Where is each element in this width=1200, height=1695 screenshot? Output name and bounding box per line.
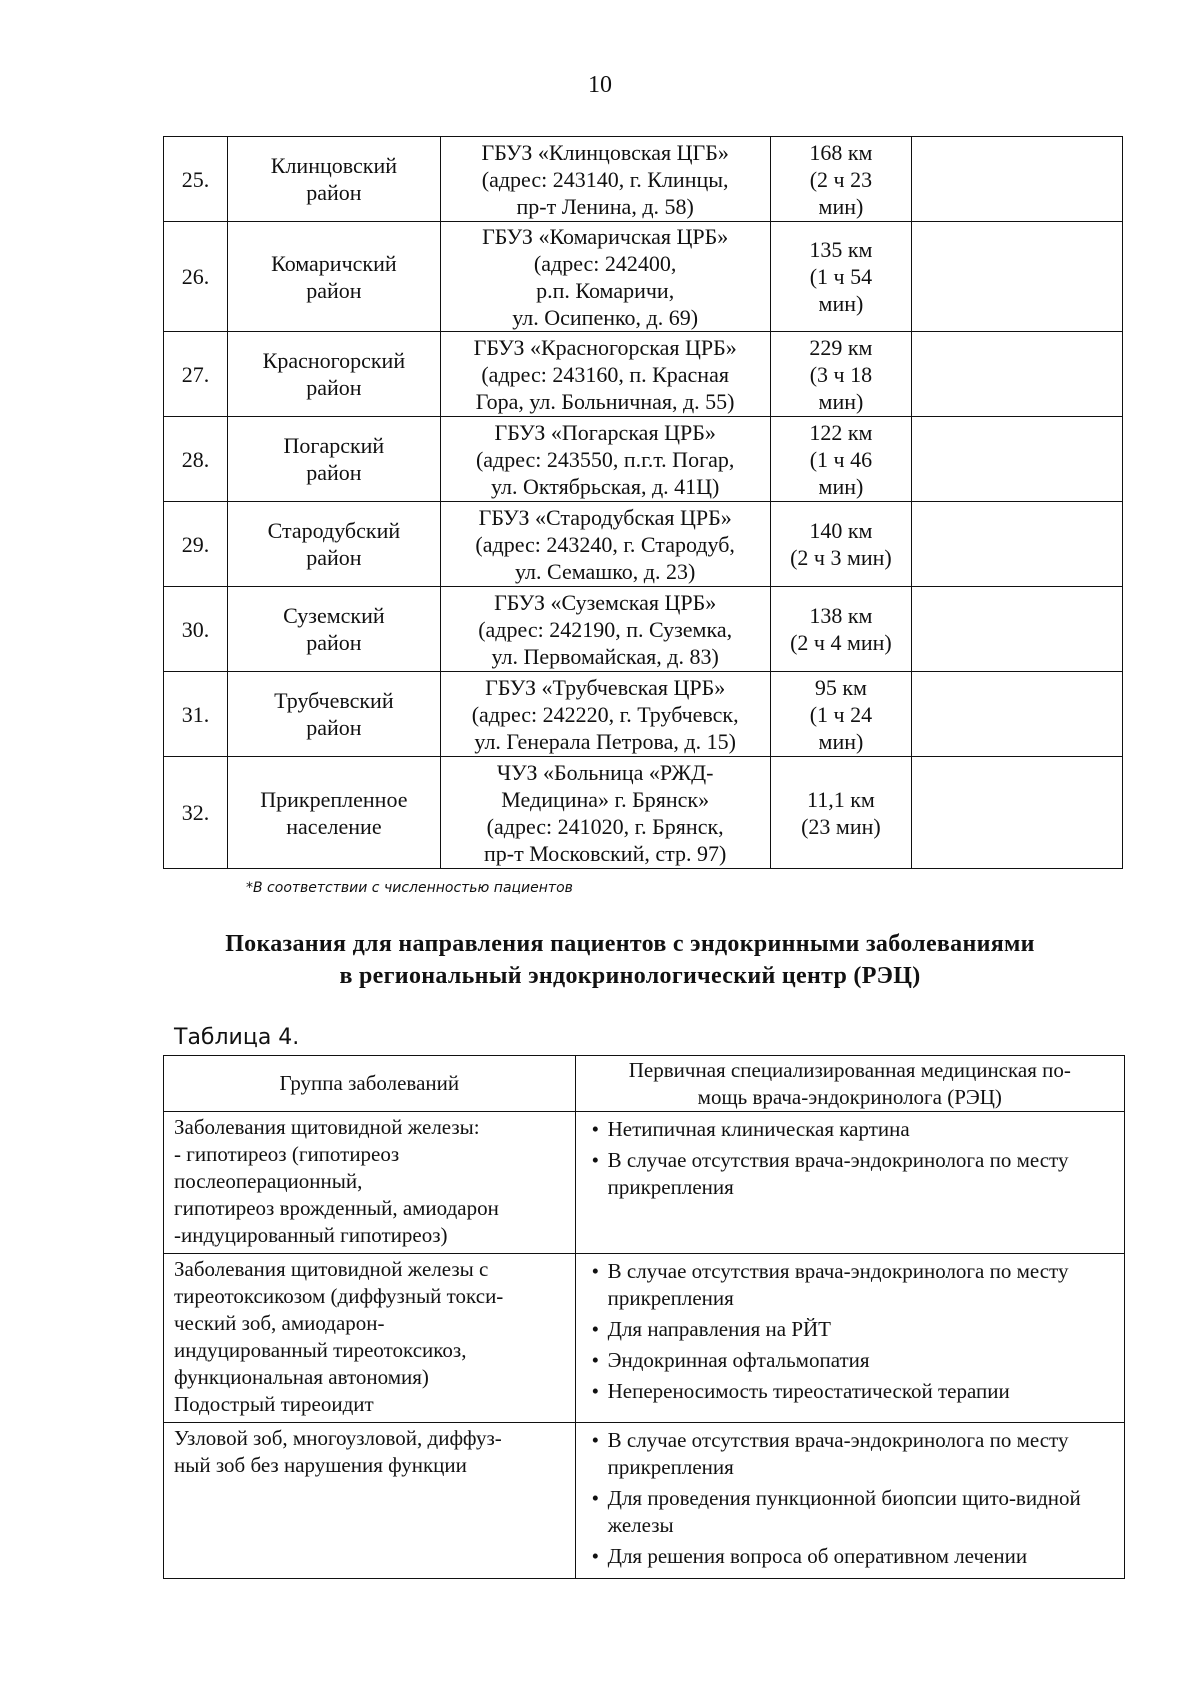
table-row bbox=[164, 137, 1123, 222]
facility-address: ГБУЗ «Стародубская ЦРБ» (адрес: 243240, г. Стародуб, ул. Семашко, д. 23) bbox=[440, 502, 770, 587]
table-row bbox=[164, 502, 1123, 587]
disease-group: Заболевания щитовидной железы с тиреотоксикозом (диффузный токси- ческий зоб, амиодарон- индуцированный тиреотоксикоз, функциональная автономия) Подострый тиреоидит bbox=[164, 1254, 576, 1423]
disease-group: Заболевания щитовидной железы: - гипотиреоз (гипотиреоз послеоперационный, гипотиреоз врожденный, амиодарон -индуцированный гипотиреоз) bbox=[164, 1112, 576, 1254]
disease-group: Узловой зоб, многоузловой, диффуз- ный зоб без нарушения функции bbox=[164, 1423, 576, 1579]
care-indications bbox=[575, 1423, 1124, 1579]
page-number: 10 bbox=[588, 72, 612, 98]
table-row bbox=[164, 672, 1123, 757]
list-item: • Непереносимость тиреостатической терапии bbox=[592, 1378, 1118, 1405]
section-heading bbox=[150, 928, 1110, 992]
row-number: 26. bbox=[164, 222, 228, 332]
district-name: Комаричский район bbox=[227, 222, 440, 332]
indications-table bbox=[163, 1055, 1125, 1579]
empty-cell bbox=[912, 137, 1123, 222]
district-name: Стародубский район bbox=[227, 502, 440, 587]
row-number: 29. bbox=[164, 502, 228, 587]
district-name: Погарский район bbox=[227, 417, 440, 502]
care-indications bbox=[575, 1112, 1124, 1254]
list-item: • В случае отсутствия врача-эндокринолога по месту прикрепления bbox=[592, 1258, 1118, 1312]
facility-address: ГБУЗ «Красногорская ЦРБ» (адрес: 243160, п. Красная Гора, ул. Больничная, д. 55) bbox=[440, 332, 770, 417]
district-name: Суземский район bbox=[227, 587, 440, 672]
distance-time: 140 км (2 ч 3 мин) bbox=[770, 502, 912, 587]
list-item: • Нетипичная клиническая картина bbox=[592, 1116, 1118, 1143]
row-number: 32. bbox=[164, 757, 228, 869]
care-indications bbox=[575, 1254, 1124, 1423]
table-row bbox=[164, 417, 1123, 502]
row-number: 27. bbox=[164, 332, 228, 417]
table-row bbox=[164, 332, 1123, 417]
empty-cell bbox=[912, 757, 1123, 869]
district-name: Красногорский район bbox=[227, 332, 440, 417]
list-item: • Эндокринная офтальмопатия bbox=[592, 1347, 1118, 1374]
section-heading-line-2: в региональный эндокринологический центр (РЭЦ) bbox=[339, 963, 921, 989]
table-header-row bbox=[164, 1056, 1125, 1112]
table-row bbox=[164, 1423, 1125, 1579]
empty-cell bbox=[912, 587, 1123, 672]
table-row bbox=[164, 1254, 1125, 1423]
column-header-group: Группа заболеваний bbox=[164, 1056, 576, 1112]
distance-time: 229 км (3 ч 18 мин) bbox=[770, 332, 912, 417]
facility-address: ГБУЗ «Клинцовская ЦГБ» (адрес: 243140, г. Клинцы, пр-т Ленина, д. 58) bbox=[440, 137, 770, 222]
list-item: • В случае отсутствия врача-эндокринолога по месту прикрепления bbox=[592, 1147, 1118, 1201]
indications-list bbox=[592, 1258, 1118, 1405]
distance-time: 122 км (1 ч 46 мин) bbox=[770, 417, 912, 502]
facility-address: ГБУЗ «Комаричская ЦРБ» (адрес: 242400, р.п. Комаричи, ул. Осипенко, д. 69) bbox=[440, 222, 770, 332]
list-item: • Для проведения пункционной биопсии щито-видной железы bbox=[592, 1485, 1118, 1539]
empty-cell bbox=[912, 332, 1123, 417]
facility-address: ГБУЗ «Трубчевская ЦРБ» (адрес: 242220, г. Трубчевск, ул. Генерала Петрова, д. 15) bbox=[440, 672, 770, 757]
indications-list bbox=[592, 1427, 1118, 1570]
row-number: 25. bbox=[164, 137, 228, 222]
empty-cell bbox=[912, 417, 1123, 502]
column-header-care: Первичная специализированная медицинская по- мощь врача-эндокринолога (РЭЦ) bbox=[575, 1056, 1124, 1112]
distance-time: 168 км (2 ч 23 мин) bbox=[770, 137, 912, 222]
distance-time: 95 км (1 ч 24 мин) bbox=[770, 672, 912, 757]
row-number: 31. bbox=[164, 672, 228, 757]
distance-time: 135 км (1 ч 54 мин) bbox=[770, 222, 912, 332]
row-number: 30. bbox=[164, 587, 228, 672]
indications-list bbox=[592, 1116, 1118, 1201]
footnote: *В соответствии с численностью пациентов bbox=[246, 880, 573, 896]
table-row bbox=[164, 222, 1123, 332]
list-item: • В случае отсутствия врача-эндокринолога по месту прикрепления bbox=[592, 1427, 1118, 1481]
hospitals-table bbox=[163, 136, 1123, 869]
table-caption: Таблица 4. bbox=[174, 1025, 300, 1050]
table-row bbox=[164, 587, 1123, 672]
empty-cell bbox=[912, 672, 1123, 757]
table-row bbox=[164, 1112, 1125, 1254]
district-name: Прикрепленное население bbox=[227, 757, 440, 869]
facility-address: ГБУЗ «Погарская ЦРБ» (адрес: 243550, п.г.т. Погар, ул. Октябрьская, д. 41Ц) bbox=[440, 417, 770, 502]
empty-cell bbox=[912, 502, 1123, 587]
list-item: • Для направления на РЙТ bbox=[592, 1316, 1118, 1343]
facility-address: ГБУЗ «Суземская ЦРБ» (адрес: 242190, п. Суземка, ул. Первомайская, д. 83) bbox=[440, 587, 770, 672]
list-item: • Для решения вопроса об оперативном лечении bbox=[592, 1543, 1118, 1570]
district-name: Клинцовский район bbox=[227, 137, 440, 222]
table-row bbox=[164, 757, 1123, 869]
district-name: Трубчевский район bbox=[227, 672, 440, 757]
empty-cell bbox=[912, 222, 1123, 332]
distance-time: 11,1 км (23 мин) bbox=[770, 757, 912, 869]
facility-address: ЧУЗ «Больница «РЖД- Медицина» г. Брянск» (адрес: 241020, г. Брянск, пр-т Московский, стр. 97) bbox=[440, 757, 770, 869]
distance-time: 138 км (2 ч 4 мин) bbox=[770, 587, 912, 672]
row-number: 28. bbox=[164, 417, 228, 502]
section-heading-line-1: Показания для направления пациентов с эндокринными заболеваниями bbox=[225, 931, 1035, 957]
